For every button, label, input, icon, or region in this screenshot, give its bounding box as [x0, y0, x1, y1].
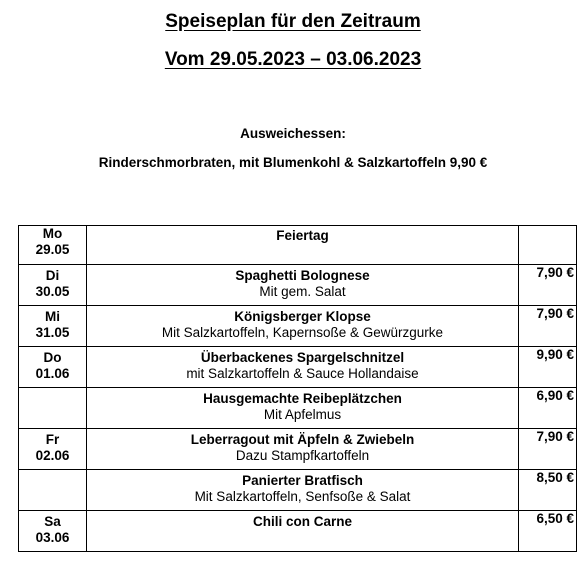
day-cell: [19, 265, 87, 306]
price-cell: 6,50 €: [519, 511, 577, 552]
menu-row: [19, 306, 577, 347]
date: 02.06: [35, 448, 70, 463]
price-cell: [519, 226, 577, 265]
dish-side: Mit Salzkartoffeln, Senfsoße & Salat: [194, 489, 411, 504]
dish-side: Mit Salzkartoffeln, Kapernsoße & Gewürzgurke: [161, 325, 444, 340]
dish-name: Chili con Carne: [252, 514, 352, 529]
menu-row: [19, 388, 577, 429]
day-cell: [19, 306, 87, 347]
weekday: Sa: [44, 514, 61, 529]
price-cell: 7,90 €: [519, 265, 577, 306]
dish-side: Dazu Stampfkartoffeln: [235, 448, 370, 463]
weekday: Do: [43, 350, 62, 365]
menu-row: [19, 429, 577, 470]
dish-name: Spaghetti Bolognese: [235, 268, 370, 283]
price-cell: 7,90 €: [519, 306, 577, 347]
weekday: Mo: [42, 226, 63, 241]
day-cell: [19, 388, 87, 429]
dish-name: Königsberger Klopse: [234, 309, 371, 324]
dish-name: Panierter Bratfisch: [242, 473, 363, 488]
menu-row: [19, 265, 577, 306]
price-cell: 6,90 €: [519, 388, 577, 429]
dish-cell: [87, 347, 519, 388]
menu-table: [18, 225, 577, 552]
dish-side: Mit Apfelmus: [263, 407, 342, 422]
page-title: Speiseplan für den Zeitraum: [165, 11, 421, 32]
dish-cell: [87, 429, 519, 470]
alternative-meal-dish: Rinderschmorbraten, mit Blumenkohl & Salzkartoffeln 9,90 €: [98, 155, 488, 170]
menu-row: [19, 470, 577, 511]
price-cell: 8,50 €: [519, 470, 577, 511]
day-cell: [19, 347, 87, 388]
dish-name: Hausgemachte Reibeplätzchen: [203, 391, 402, 406]
day-cell: [19, 226, 87, 265]
dish-name: Überbackenes Spargelschnitzel: [200, 350, 405, 365]
price-cell: 9,90 €: [519, 347, 577, 388]
menu-row: [19, 226, 577, 265]
weekday: Fr: [45, 432, 60, 447]
weekday: Mi: [45, 309, 60, 324]
alternative-meal-heading: Ausweichessen:: [240, 126, 346, 141]
weekday: Di: [45, 268, 60, 283]
dish-side: mit Salzkartoffeln & Sauce Hollandaise: [186, 366, 419, 381]
dish-name: Leberragout mit Äpfeln & Zwiebeln: [190, 432, 415, 447]
menu-row: [19, 347, 577, 388]
day-cell: [19, 470, 87, 511]
dish-cell: [87, 470, 519, 511]
date: 30.05: [35, 284, 70, 299]
dish-cell: [87, 511, 519, 552]
date: 31.05: [35, 325, 70, 340]
date: 29.05: [35, 242, 70, 257]
day-cell: [19, 429, 87, 470]
dish-cell: [87, 226, 519, 265]
price-cell: 7,90 €: [519, 429, 577, 470]
dish-cell: [87, 306, 519, 347]
menu-row: [19, 511, 577, 552]
date-range-title: Vom 29.05.2023 – 03.06.2023: [164, 49, 422, 70]
dish-cell: [87, 388, 519, 429]
dish-name: Feiertag: [276, 228, 329, 243]
day-cell: [19, 511, 87, 552]
date: 03.06: [35, 530, 70, 545]
dish-side: Mit gem. Salat: [259, 284, 346, 299]
dish-cell: [87, 265, 519, 306]
date: 01.06: [35, 366, 70, 381]
